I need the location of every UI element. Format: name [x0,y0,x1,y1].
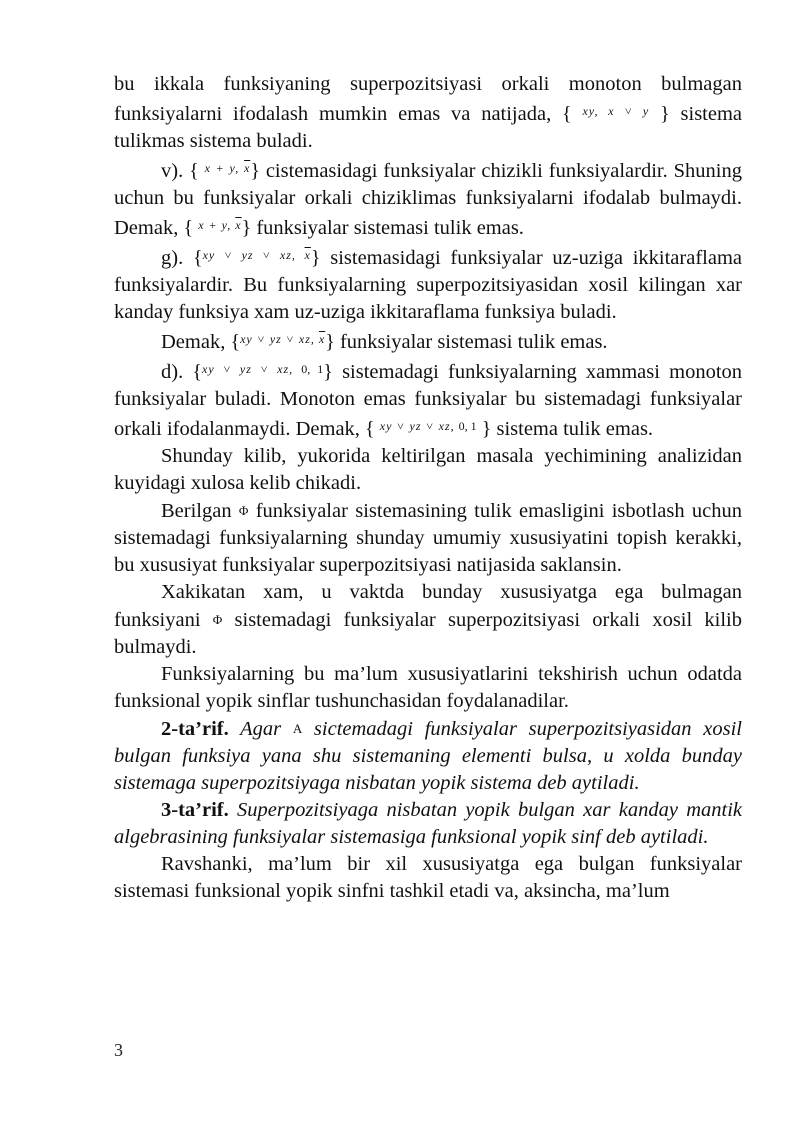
formula-set: xy, x ˅ y [582,104,650,118]
formula-constants: 0, 1 [301,362,324,376]
text: Demak, [161,331,231,353]
set-symbol: A [292,721,303,736]
brace-close: } [481,418,492,440]
text: funksiyalar sistemasi tulik emas. [251,217,524,239]
brace-close: } [250,160,260,182]
paragraph-demak-1 [114,326,742,356]
formula-part: x + y, [204,161,244,175]
text: Berilgan [161,500,239,522]
text: bu ikkala funksiyaning superpozitsiyasi orkali monoton bulmagan funksiyalarni ifodalash mumkin emas va natijada, [114,73,742,125]
page-number: 3 [114,1040,123,1060]
brace-close: } [325,331,335,353]
phi-symbol: Φ [238,503,249,518]
brace-open: { [230,331,241,353]
brace-close: } [323,361,333,383]
text: sistemasidagi funksiyalar uz-uziga ikkitaraflama funksiyalardir. Bu funksiyalarning superpozitsiyasidan xosil kilingan xar kanday funksiya xam uz-uziga ikkitaraflama funksiya buladi. [114,247,742,323]
brace-close: } [310,247,321,269]
paragraph-1 [114,71,742,155]
formula-part: xy ˅ yz ˅ xz, [202,248,305,262]
formula-negation: x [243,161,251,175]
text: Xakikatan xam, u vaktda bunday xususiyatga ega bulmagan funksiyani [114,581,742,631]
paragraph-xakikatan [114,579,742,661]
brace-close: } [241,217,252,239]
brace-open: { [192,361,203,383]
formula-part: xy ˅ yz ˅ xz, [379,419,459,433]
brace-open: { [183,217,194,239]
paragraph-d [114,356,742,443]
paragraph-v [114,155,742,242]
paragraph-ravshanki: Ravshanki, ma’lum bir xil xususiyatga ega bulgan funksiyalar sistemasi funksional yopik sinfni tashkil etadi va, aksincha, ma’lum [114,853,742,902]
text: funksiyalar sistemasi tulik emas. [334,331,608,353]
paragraph-funksiyalarning: Funksiyalarning bu ma’lum xususiyatlarini tekshirish uchun odatda funksional yopik sinflar tushunchasidan foydalanadilar. [114,663,742,712]
formula-part: x + y, [198,218,236,232]
formula-negation: x [235,218,242,232]
text: sistemadagi funksiyalar superpozitsiyasi orkali xosil kilib bulmaydi. [114,609,743,658]
brace-close: } [660,103,670,125]
text: Agar [228,718,293,740]
formula-constants: 0, 1 [458,419,477,433]
text: cistemasidagi funksiyalar chizikli funksiyalardir. Shuning uchun bu funksiyalar orkali chiziklimas funksiyalarni ifodalab bulmaydi. Demak, [114,160,742,239]
brace-open: { [562,103,572,125]
paragraph-berilgan [114,497,742,579]
text: sistema tulik emas. [491,418,654,440]
paragraph-g [114,242,742,326]
formula-negation: x [318,332,326,346]
phi-symbol: Φ [212,612,223,627]
text: sistema tulikmas sistema buladi. [114,103,743,152]
definition-label: 3-ta’rif. [161,799,229,821]
item-label: v). [161,160,190,182]
formula-negation: x [304,248,311,262]
formula-part: xy ˅ yz ˅ xz, [240,332,319,346]
text: funksiyalar sistemasining tulik emasligini isbotlash uchun sistemadagi funksiyalarning shunday umumiy xususiyatini topish kerakki, bu xususiyat funksiyalar superpozitsiyasi natijasida saklansin. [114,500,742,576]
definition-label: 2-ta’rif. [161,718,229,740]
paragraph-conclusion: Shunday kilib, yukorida keltirilgan masala yechimining analizidan kuyidagi xulosa kelib chikadi. [114,445,742,494]
definition-3 [114,797,742,851]
page-body [114,71,742,905]
item-label: d). [161,361,193,383]
brace-open: { [189,160,199,182]
definition-2 [114,715,742,797]
item-label: g). [161,247,193,269]
brace-open: { [365,418,375,440]
text: sictemadagi funksiyalar superpozitsiyasidan xosil bulgan funksiya yana shu sistemaning elementi bulsa, u xolda bunday sistemaga superpozitsiyaga nisbatan yopik sistema deb aytiladi. [114,718,742,794]
formula-part: xy ˅ yz ˅ xz, [202,362,302,376]
brace-open: { [192,247,203,269]
text: sistemadagi funksiyalarning xammasi monoton funksiyalar buladi. Monoton emas funksiyalar bu sistemadagi funksiyalar orkali ifodalanmaydi. Demak, [114,361,743,440]
text: Superpozitsiyaga nisbatan yopik bulgan xar kanday mantik algebrasining funksiyalar sistemasiga funksional yopik sinf deb aytiladi. [114,799,742,848]
